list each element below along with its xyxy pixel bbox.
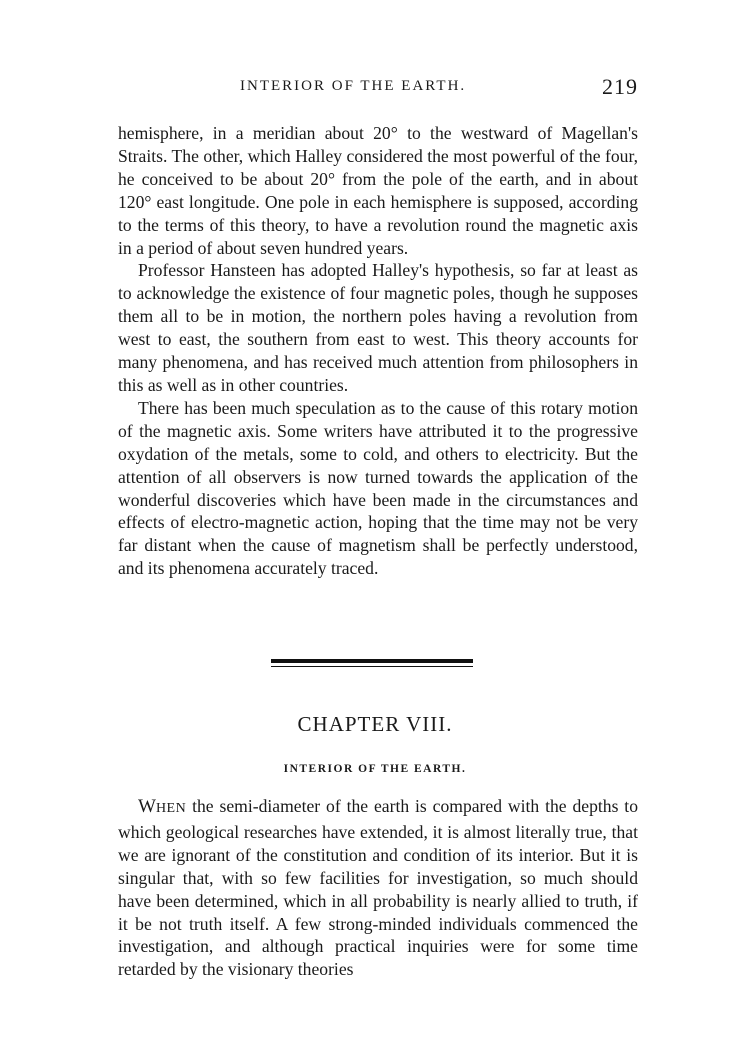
small-caps-initial: W	[138, 796, 156, 817]
chapter-divider-thin	[271, 666, 473, 667]
opening-paragraph	[118, 795, 638, 981]
chapter-text	[118, 795, 638, 981]
paragraph: hemisphere, in a meridian about 20° to the westward of Magellan's Straits. The other, which Halley considered the most powerful of the four, he conceived to be about 20° from the pole of the earth, and in about 120° east longitude. One pole in each hemisphere is supposed, according to the terms of this theory, to have a revolution round the magnetic axis in a period of about seven hundred years.	[118, 123, 638, 258]
page-number: 219	[602, 74, 638, 99]
chapter-heading: CHAPTER VIII.	[297, 712, 453, 736]
opening-paragraph-text: the semi-diameter of the earth is compared with the depths to which geological researches have extended, it is almost literally true, that we are ignorant of the constitution and condition of its interior. But it is singular that, with so few facilities for investigation, so much should have been determined, which in all probability is nearly allied to truth, if it be not truth itself. A few strong-minded individuals commenced the investigation, and although practical inquiries were for some time retarded by the visionary theories	[118, 796, 638, 980]
paragraph: Professor Hansteen has adopted Halley's hypothesis, so far at least as to acknowledge the existence of four magnetic poles, though he supposes them all to be in motion, the northern poles having a revolution from west to east, the southern from east to west. This theory accounts for many phenomena, and has received much attention from philosophers in this as well as in other countries.	[118, 260, 638, 395]
paragraph: There has been much speculation as to the cause of this rotary motion of the magnetic axis. Some writers have attributed it to the progressive oxydation of the metals, some to cold, and others to electricity. But the attention of all observers is now turned towards the application of the wonderful discoveries which have been made in the circumstances and effects of electro-magnetic action, hoping that the time may not be very far distant when the cause of magnetism shall be perfectly understood, and its phenomena accurately traced.	[118, 397, 638, 579]
running-head	[118, 74, 638, 102]
small-caps-word: HEN	[155, 801, 187, 816]
running-title: INTERIOR OF THE EARTH.	[240, 78, 467, 94]
chapter-divider-thick	[271, 659, 473, 663]
continuation-text	[118, 122, 638, 580]
chapter-subtitle: INTERIOR OF THE EARTH.	[283, 763, 467, 775]
